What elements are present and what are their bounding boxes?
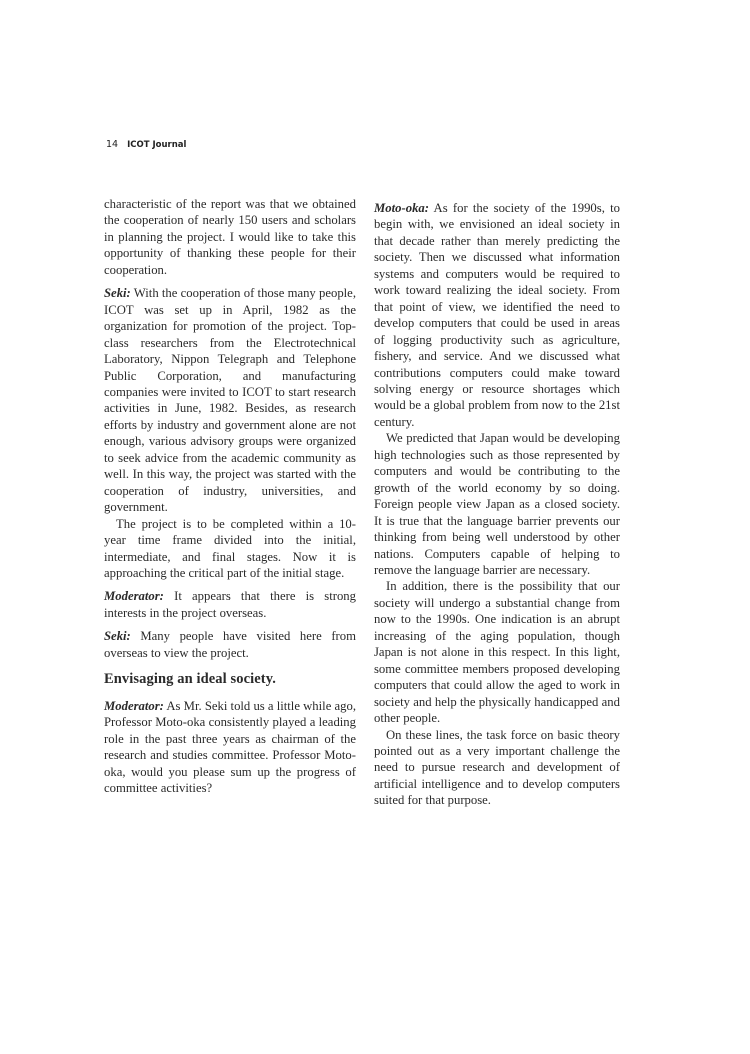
left-column <box>104 196 356 796</box>
speaker-label: Moderator: <box>104 589 164 604</box>
paragraph: The project is to be completed within a 10-year time frame divided into the initial, intermediate, and final stages. Now it is approaching the critical part of the initial stage. <box>104 516 356 580</box>
paragraph-text: With the cooperation of those many people, ICOT was set up in April, 1982 as the organization for promotion of the project. Top-class researchers from the Electrotechnical Laboratory, Nippon Telegraph and Telephone Public Corporation, and manufacturing companies were invited to ICOT to start research activities in June, 1982. Besides, as research efforts by industry and government alone are not enough, various advisory groups were organized to seek advice from the academic community as well. In this way, the project was started with the cooperation of industry, universities, and government. <box>104 286 356 515</box>
section-heading: Envisaging an ideal society. <box>104 671 276 688</box>
paragraph <box>104 588 356 621</box>
right-column <box>374 200 620 809</box>
paragraph-text: Many people have visited here from overseas to view the project. <box>104 629 356 660</box>
paragraph: In addition, there is the possibility that our society will undergo a substantial change from now to the 1990s. One indication is an abrupt increasing of the aging population, though Japan is not alone in this respect. In this light, some committee members proposed developing computers that could allow the aged to work in society and help the physically handicapped and other people. <box>374 579 620 726</box>
paragraph <box>104 285 356 515</box>
paragraph: We predicted that Japan would be developing high technologies such as those represented by computers and would be contributing to the growth of the world economy by so doing. Foreign people view Japan as a closed society. It is true that the language barrier prevents our thinking from being well understood by other nations. Computers capable of helping to remove the language barrier are necessary. <box>374 431 620 577</box>
page-number: 14 <box>106 139 119 150</box>
paragraph: characteristic of the report was that we obtained the cooperation of nearly 150 users and scholars in planning the project. I would like to take this opportunity of thanking these people for their cooperation. <box>104 197 356 277</box>
paragraph-text: As Mr. Seki told us a little while ago, Professor Moto-oka consistently played a leading role in the past three years as chairman of the research and studies committee. Professor Moto-oka, would you please sum up the progress of committee activities? <box>104 698 356 795</box>
paragraph-text: As for the society of the 1990s, to begin with, we envisioned an ideal society in that decade rather than merely predicting the society. Then we discussed what information systems and computers would be required to work toward realizing the ideal society. From that point of view, we identified the need to develop computers that could be used in areas of logging productivity such as agriculture, fishery, and service. And we discussed what contributions computers could make toward solving energy or resource shortages which would be a global problem from now to the 21st century. <box>374 201 620 429</box>
paragraph <box>374 200 620 430</box>
paragraph <box>104 628 356 661</box>
paragraph: On these lines, the task force on basic theory pointed out as a very important challenge the need to pursue research and development of artificial intelligence and to develop computers suited for that purpose. <box>374 727 620 808</box>
speaker-label: Moderator: <box>104 698 164 713</box>
paragraph-text: It appears that there is strong interests in the project overseas. <box>104 589 356 620</box>
speaker-label: Seki: <box>104 629 131 644</box>
speaker-label: Moto-oka: <box>374 201 429 215</box>
speaker-label: Seki: <box>104 286 131 301</box>
running-head <box>106 139 186 150</box>
journal-title: ICOT Journal <box>127 140 187 150</box>
paragraph <box>104 698 356 797</box>
